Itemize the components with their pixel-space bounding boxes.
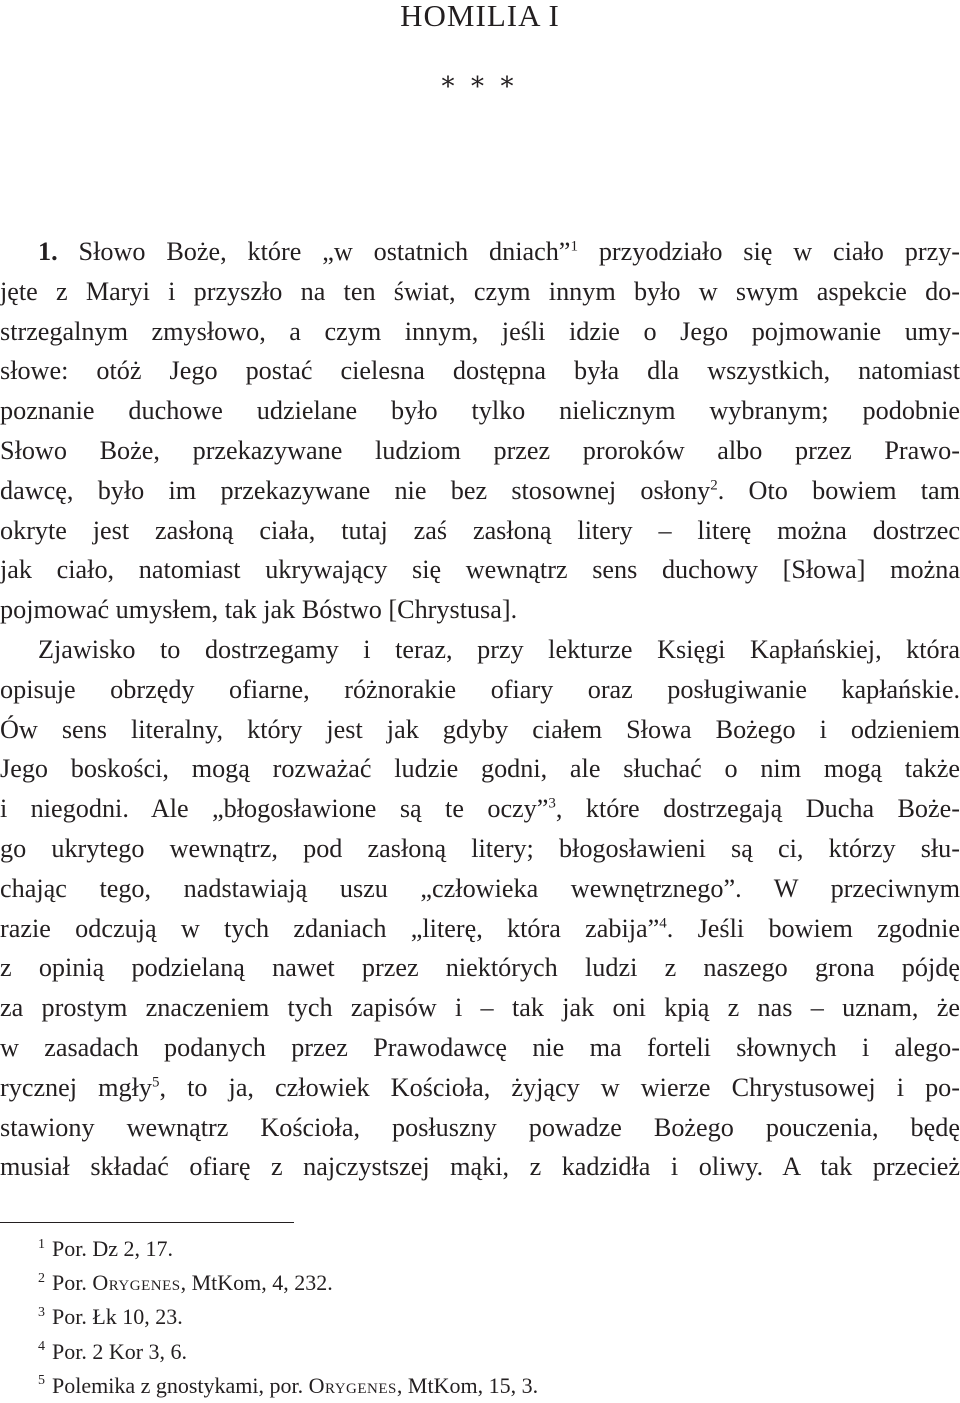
text-line: jak ciało, natomiast ukrywający się wewnątrz sens duchowy [Słowa] można [0,555,960,585]
footnote-ref: 4 [659,914,667,931]
footnote-ref: 1 [570,238,578,255]
text-line: 1. Słowo Boże, które „w ostatnich dniach”$^1$ przyodziało się w ciało przy- [38,237,960,266]
footnote: $^3$ Por. Łk 10, 23. [38,1304,183,1330]
text-line: stawiony wewnątrz Kościoła, posłuszny powadze Bożego pouczenia, będę [0,1112,960,1142]
text-line: z opinią podzielaną nawet przez niektórych ludzi z naszego grona pójdę [0,953,960,983]
text-line: okryte jest zasłoną ciała, tutaj zaś zasłoną litery – literę można dostrzec [0,515,960,545]
author-name: Orygenes [92,1270,181,1296]
paragraph-number: 1. [38,237,58,266]
footnote-number: 2 [38,1270,45,1286]
text-line: za prostym znaczeniem tych zapisów i – tak jak oni kpią z nas – uznam, że [0,993,960,1023]
text-line: strzegalnym zmysłowo, a czym innym, jeśli idzie o Jego pojmowanie umy- [0,316,960,346]
chapter-title: HOMILIA I [400,0,560,33]
text-line: słowe: otóż Jego postać cielesna dostępna była dla wszystkich, natomiast [0,356,960,386]
footnote-number: 3 [38,1305,45,1321]
footnotes [38,1232,938,1403]
author-name: Orygenes [308,1372,397,1398]
footnote-divider [0,1222,294,1223]
text-line: go ukrytego wewnątrz, pod zasłoną litery; błogosławieni są ci, którzy słu- [0,833,960,863]
footnote-ref: 2 [710,477,718,494]
footnote-number: 4 [38,1339,45,1355]
main-text [0,232,960,1187]
text-line: poznanie duchowe udzielane było tylko nielicznym wybranym; podobnie [0,396,960,426]
text-line: razie odczują w tych zdaniach „literę, która zabija”$^4$. Jeśli bowiem zgodnie [0,913,960,943]
text-line: w zasadach podanych przez Prawodawcę nie ma forteli słownych i alego- [0,1032,960,1062]
text-line: Zjawisko to dostrzegamy i teraz, przy lekturze Księgi Kapłańskiej, która [38,634,960,664]
text-line: musiał składać ofiarę z najczystszej mąki, z kadzidła i oliwy. A tak przecież [0,1152,960,1182]
footnote: $^4$ Por. 2 Kor 3, 6. [38,1338,188,1364]
text-line: jęte z Maryi i przyszło na ten świat, czym innym było w swym aspekcie do- [0,276,960,306]
text-line: Jego boskości, mogą rozważać ludzie godni, ale słuchać o nim mogą także [0,754,960,784]
text-line: i niegodni. Ale „błogosławione są te oczy”$^3$, które dostrzegają Ducha Boże- [0,794,960,824]
text-line: dawcę, było im przekazywane nie bez stosownej osłony$^2$. Oto bowiem tam [0,475,960,505]
footnote-number: 5 [38,1373,45,1389]
text-line: Ów sens literalny, który jest jak gdyby ciałem Słowa Bożego i odzieniem [0,714,960,744]
footnote: $^1$ Por. Dz 2, 17. [38,1236,173,1261]
footnote-ref: 3 [548,795,556,812]
footnote: $^5$ Polemika z gnostykami, por. Orygenes, MtKom, 15, 3. [38,1372,539,1398]
text-line: rycznej mgły$^5$, to ja, człowiek Kościoła, żyjący w wierze Chrystusowej i po- [0,1072,960,1102]
footnote: $^2$ Por. Orygenes, MtKom, 4, 232. [38,1270,333,1296]
footnote-number: 1 [38,1236,45,1252]
footnote-ref: 5 [151,1074,160,1090]
text-line: opisuje obrzędy ofiarne, różnorakie ofiary oraz posługiwanie kapłańskie. [0,674,960,704]
asterism-separator: ⁎ ⁎ ⁎ [441,64,519,93]
text-line: Słowo Boże, przekazywane ludziom przez proroków albo przez Prawo- [0,435,960,465]
text-line: pojmować umysłem, tak jak Bóstwo [Chrystusa]. [0,595,518,625]
text-line: chając tego, nadstawiają uszu „człowieka wewnętrznego”. W przeciwnym [0,873,960,903]
